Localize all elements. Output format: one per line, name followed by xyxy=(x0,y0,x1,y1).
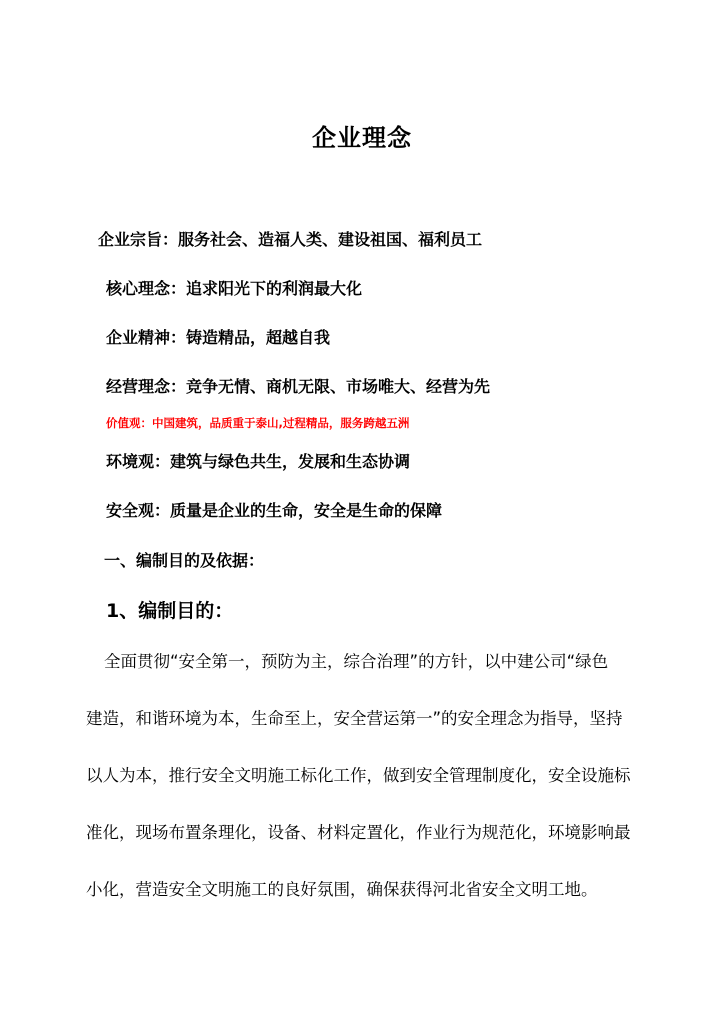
principle-management: 经营理念：竞争无情、商机无限、市场唯大、经营为先 xyxy=(106,377,491,396)
paragraph-line: 准化，现场布置条理化，设备、材料定置化，作业行为规范化，环境影响最 xyxy=(86,823,631,842)
paragraph-line: 全面贯彻“安全第一，预防为主，综合治理”的方针，以中建公司“绿色 xyxy=(104,652,609,671)
principle-safety: 安全观：质量是企业的生命，安全是生命的保障 xyxy=(106,501,443,520)
subsection-heading: 1、编制目的： xyxy=(106,600,234,622)
paragraph-line: 小化，营造安全文明施工的良好氛围，确保获得河北省安全文明工地。 xyxy=(86,880,598,899)
principle-purpose: 企业宗旨：服务社会、造福人类、建设祖国、福利员工 xyxy=(98,230,483,249)
principle-core-idea: 核心理念：追求阳光下的利润最大化 xyxy=(106,279,363,298)
section-heading: 一、编制目的及依据： xyxy=(104,551,265,570)
principle-values: 价值观：中国建筑，品质重于泰山,过程精品，服务跨越五洲 xyxy=(106,416,410,430)
paragraph-line: 建造，和谐环境为本，生命至上，安全营运第一”的安全理念为指导，坚持 xyxy=(86,709,623,728)
paragraph-line: 以人为本，推行安全文明施工标化工作，做到安全管理制度化，安全设施标 xyxy=(86,766,631,785)
page-title: 企业理念 xyxy=(312,124,412,152)
principle-environment: 环境观：建筑与绿色共生，发展和生态协调 xyxy=(106,452,411,471)
principle-spirit: 企业精神：铸造精品，超越自我 xyxy=(106,328,331,347)
